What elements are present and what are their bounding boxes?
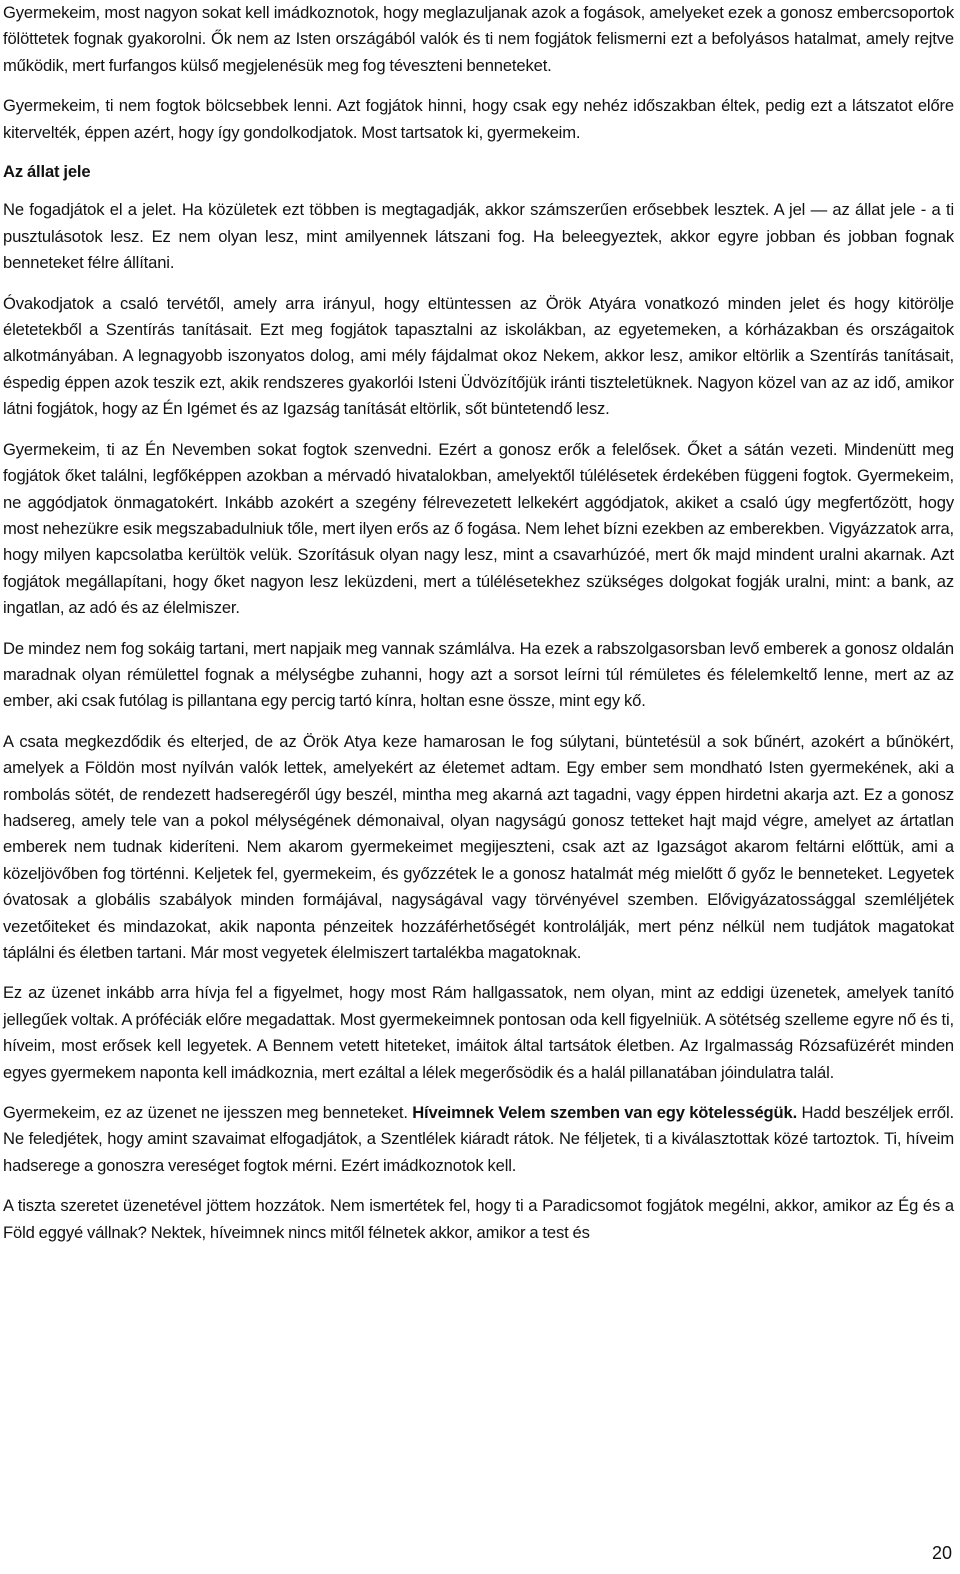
paragraph: Gyermekeim, ti nem fogtok bölcsebbek lenni. Azt fogjátok hinni, hogy csak egy nehéz időszakban éltek, pedig ezt a látszatot előre kitervelték, éppen azért, hogy így gondolkodjatok. Most tartsatok ki, gyermekeim. (3, 96, 954, 142)
section-heading: Az állat jele (3, 162, 91, 182)
paragraph-text: Hadd beszéljek erről. Ne feledjétek, hogy amint szavaimat elfogadjátok, a Szentlélek kiáradt rátok. Ne féljetek, ti a kiválasztottak közé tartoztok. Ti, híveim hadserege a gonoszra vereséget fogtok mérni. Ezért imádkoznotok kell. (3, 1103, 954, 1175)
paragraph: A tiszta szeretet üzenetével jöttem hozzátok. Nem ismertétek fel, hogy ti a Paradicsomot fogjátok megélni, akkor, amikor az Ég és a Föld eggyé vállnak? Nektek, híveimnek nincs mitől félnetek akkor, amikor a test és (3, 1196, 954, 1242)
paragraph (3, 1100, 954, 1179)
page-number: 20 (931, 1543, 952, 1563)
paragraph-text: Gyermekeim, ez az üzenet ne ijesszen meg benneteket. (3, 1103, 408, 1123)
paragraph: Ez az üzenet inkább arra hívja fel a figyelmet, hogy most Rám hallgassatok, nem olyan, mint az eddigi üzenetek, amelyek tanító jellegűek voltak. A próféciák előre megadattak. Most gyermekeimnek pontosan oda kell figyelniük. A sötétség szelleme egyre nő és ti, híveim, most erősek kell legyetek. A Bennem vetett hiteteket, imáitok által tartsátok életben. Az Irgalmasság Rózsafüzérét minden egyes gyermekem naponta kell imádkoznia, mert ezáltal a lélek megerősödik és a halál pillanatában jóindulatra talál. (3, 983, 954, 1082)
paragraph: Gyermekeim, ti az Én Nevemben sokat fogtok szenvedni. Ezért a gonosz erők a felelősek. Őket a sátán vezeti. Mindenütt meg fogjátok őket találni, legfőképpen azokban a mérvadó hivatalokban, amelyektől túlélésetek érdekében függeni fogtok. Gyermekeim, ne aggódjatok önmagatokért. Inkább azokért a szegény félrevezetett lelkekért aggódjatok, akiket a csaló úgy megfertőzött, hogy most nehezükre esik megszabadulniuk tőle, mert ilyen erős az ő fogása. Nem lehet bízni ezekben az emberekben. Vigyázzatok arra, hogy milyen kapcsolatba kerültök velük. Szorításuk olyan nagy lesz, mint a csavarhúzóé, mert ők majd mindent uralni akarnak. Azt fogjátok megállapítani, hogy őket nagyon lesz leküzdeni, mert a túlélésetekhez szükséges dolgokat fogják uralni, mint: a bank, az ingatlan, az adó és az élelmiszer. (3, 439, 954, 618)
paragraph: De mindez nem fog sokáig tartani, mert napjaik meg vannak számlálva. Ha ezek a rabszolgasorsban levő emberek a gonosz oldalán maradnak olyan rémülettel fognak a mélységbe zuhanni, hogy azt a sorsot leírni túl rémületes és félelemkeltő lenne, mert az az ember, aki csak futólag is pillantana egy percig tartó kínra, holtan esne össze, mint egy kő. (3, 638, 954, 711)
paragraph: Ne fogadjátok el a jelet. Ha közületek ezt többen is megtagadják, akkor számszerűen erősebbek lesztek. A jel — az állat jele - a ti pusztulásotok lesz. Ez nem olyan lesz, mint amilyennek látszani fog. Ha beleegyeztek, akkor egyre jobban és jobban fognak benneteket félre állítani. (3, 200, 954, 273)
bold-sentence: Híveimnek Velem szemben van egy kötelességük. (412, 1103, 798, 1123)
paragraph: Gyermekeim, most nagyon sokat kell imádkoznotok, hogy meglazuljanak azok a fogások, amelyeket ezek a gonosz embercsoportok fölöttetek fognak gyakorolni. Ők nem az Isten országából valók és ti nem fogjátok felismerni ezt a befolyásos hatalmat, amely rejtve működik, mert furfangos külső megjelenésük meg fog téveszteni benneteket. (3, 3, 954, 75)
paragraph: A csata megkezdődik és elterjed, de az Örök Atya keze hamarosan le fog súlytani, büntetésül a sok bűnért, azokért a bűnökért, amelyek a Földön most nyílván valók lettek, amelyekért az életemet adtam. Egy ember sem mondható Isten gyermekének, aki a rombolás sötét, de rendezett hadseregéről úgy beszél, mintha meg akarná azt tagadni, vagy éppen hirdetni akarja azt. Ez a gonosz hadsereg, amely tele van a pokol mélységének démonaival, olyan nagyságú gonosz tetteket hajt majd végre, amelyet az ártatlan emberek nem tudnak kideríteni. Nem akarom gyermekeimet megijeszteni, csak azt az Igazságot akarom feltárni előttük, ami a közeljövőben fog történni. Keljetek fel, gyermekeim, és győzzétek le a gonosz hatalmát még mielőtt ő győz le benneteket. Legyetek óvatosak a globális szabályok minden formájával, nagyságával vagy törvényével szemben. Elővigyázatossággal szemléljétek vezetőiteket és mindazokat, akik naponta pénzeitek hozzáférhetőségét kontrolálják, mert pénz nélkül nem tudjátok magatokat táplálni és életben tartani. Már most vegyetek élelmiszert tartalékba magatoknak. (3, 731, 954, 962)
paragraph: Óvakodjatok a csaló tervétől, amely arra irányul, hogy eltüntessen az Örök Atyára vonatkozó minden jelet és hogy kitörölje életetekből a Szentírás tanításait. Ezt meg fogjátok tapasztalni az iskolákban, az egyetemeken, a kórházakban és országaitok alkotmányában. A legnagyobb iszonyatos dolog, ami mély fájdalmat okoz Nekem, akkor lesz, amikor eltörlik a Szentírás tanításait, éspedig éppen azok teszik ezt, akik rendszeres gyakorlói Isteni Üdvözítőjük iránti tiszteletüknek. Nagyon közel van az az idő, amikor látni fogjátok, hogy az Én Igémet és az Igazság tanítását eltörlik, sőt büntetendő lesz. (3, 293, 954, 419)
